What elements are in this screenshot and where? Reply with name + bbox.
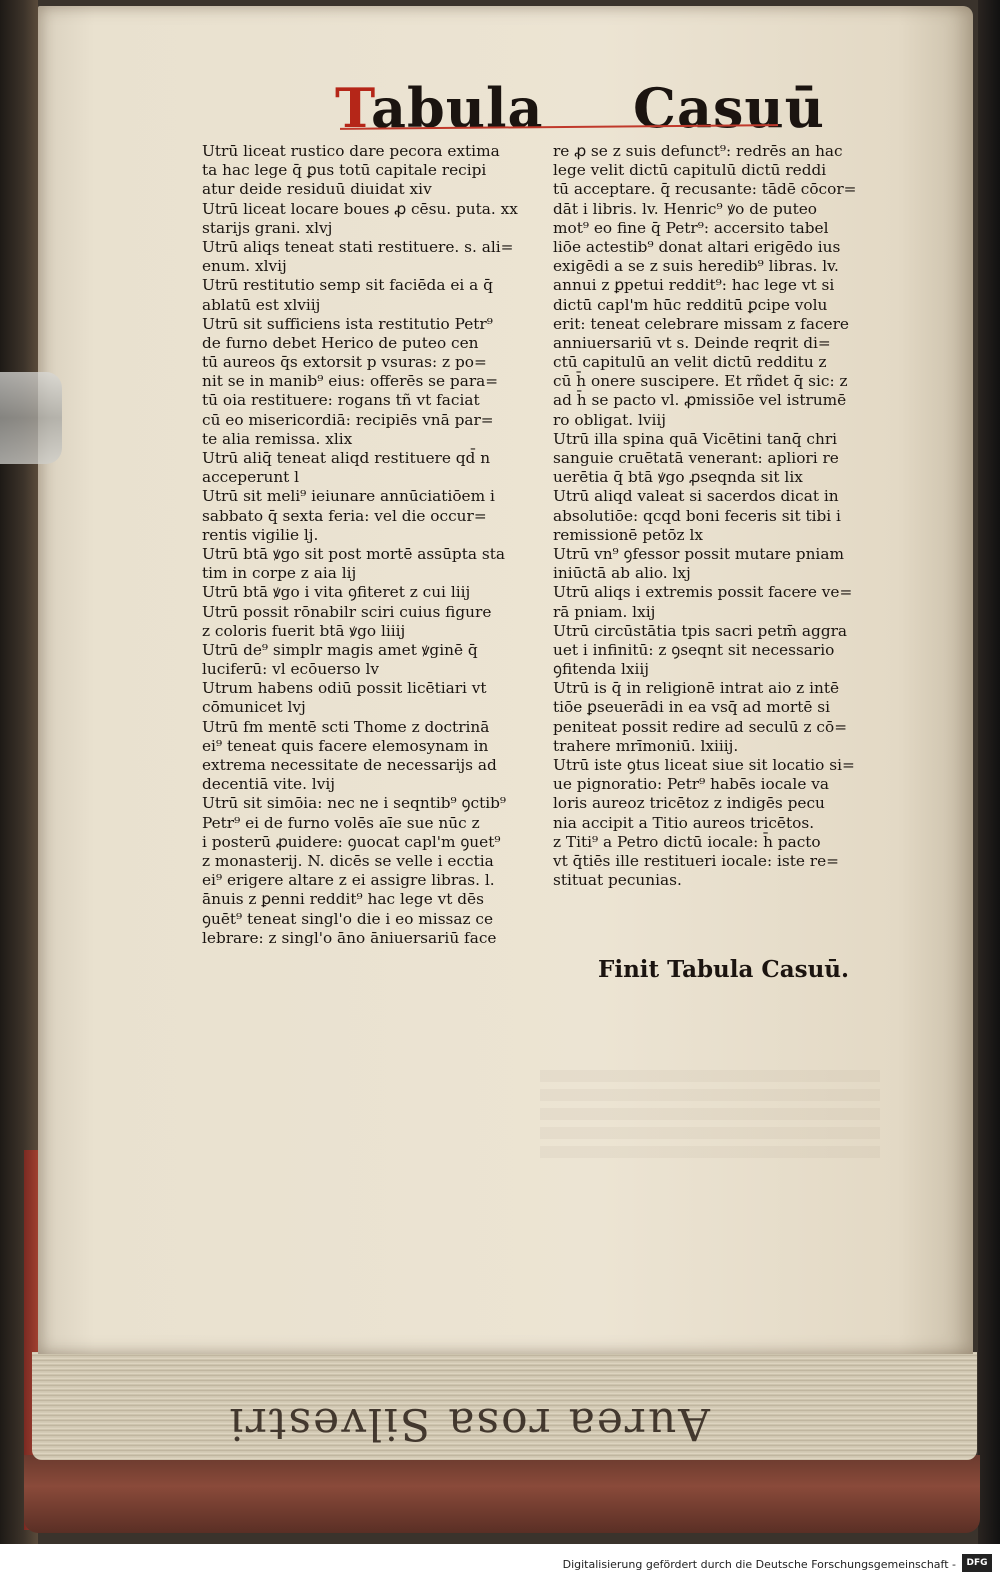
text-line: ad h̄ se pacto vl. ꝓmissiōe vel istrumē bbox=[553, 391, 847, 410]
text-line: cū h̄ onere suscipere. Et rñdet q̄ sic: z bbox=[553, 372, 848, 391]
footer-credit: Digitalisierung gefördert durch die Deutsche Forschungsgemeinschaft - bbox=[562, 1558, 956, 1571]
text-line: Utrum habens odiū possit licētiari vt bbox=[202, 679, 487, 698]
text-line: lebrare: z singl'o āno āniuersariū face bbox=[202, 928, 497, 947]
text-line: Utrū fm mentē scti Thome z doctrinā bbox=[202, 717, 490, 736]
text-line: i posterū ꝓuidere: ꝯuocat capl'm ꝯuet⁹ bbox=[202, 832, 501, 851]
text-line: rā pniam. lxij bbox=[553, 602, 656, 621]
text-line: Utrū sit meli⁹ ieiunare annūciatiōem i bbox=[202, 487, 495, 506]
text-line: Utrū is q̄ in religionē intrat aio z intē bbox=[553, 679, 840, 698]
book-binding-right bbox=[978, 0, 1000, 1560]
text-line: Utrū iste ꝯtus liceat siue sit locatio si= bbox=[553, 756, 855, 774]
text-line: tiōe ꝑseuerādi in ea vsq̄ ad mortē si bbox=[553, 698, 831, 717]
text-line: nia accipit a Titio aureos tricētos. bbox=[553, 813, 815, 832]
text-line: decentiā vite. lvij bbox=[202, 775, 335, 794]
text-line: ei⁹ erigere altare z ei assigre libras. l. bbox=[202, 871, 495, 890]
text-line: Utrū aliqd valeat si sacerdos dicat in bbox=[553, 487, 839, 506]
text-line: remissionē petōz lx bbox=[553, 525, 703, 544]
text-line: nit se in manib⁹ eius: offerēs se para= bbox=[202, 372, 499, 391]
dfg-logo: DFG bbox=[962, 1554, 992, 1572]
text-line: Utrū aliqs i extremis possit facere ve= bbox=[553, 583, 853, 602]
text-line: de furno debet Herico de puteo cen bbox=[202, 333, 479, 352]
text-line: anniuersariū vt s. Deinde reqrit di= bbox=[553, 333, 831, 352]
text-line: tū aureos q̄s extorsit p vsuras: z po= bbox=[202, 353, 487, 372]
text-line: absolutiōe: qcqd boni feceris sit tibi i bbox=[553, 506, 841, 525]
text-line: trahere mrīmoniū. lxiiij. bbox=[553, 736, 739, 755]
text-line: dictū capl'm hūc redditū ꝑcipe volu bbox=[553, 295, 828, 314]
text-line: loris aureoz tricētoz z indigēs pecu bbox=[553, 794, 825, 813]
text-line: uet i infinitū: z ꝯseqnt sit necessario bbox=[553, 640, 835, 659]
text-line: stituat pecunias. bbox=[553, 871, 682, 890]
title-red-initial: T bbox=[335, 76, 372, 140]
finit-colophon: Finit Tabula Casuū. bbox=[598, 956, 850, 983]
right-text-column bbox=[553, 142, 895, 890]
text-line: lege velit dictū capitulū dictū reddi bbox=[553, 161, 827, 180]
footer-bar bbox=[0, 1544, 1000, 1582]
text-line: Utrū possit rōnabilr sciri cuius figure bbox=[202, 602, 492, 621]
text-line: Utrū sit sufficiens ista restitutio Petr⁹ bbox=[202, 314, 493, 333]
text-line: iniūctā ab alio. lxj bbox=[553, 564, 691, 583]
text-line: exigēdi a se z suis heredib⁹ libras. lv. bbox=[553, 257, 839, 276]
text-line: Utrū restitutio semp sit faciēda ei a q̄ bbox=[202, 276, 493, 295]
fore-edge-inscription: Aurea rosa Silvestri bbox=[227, 1398, 710, 1449]
text-line: Utrū sit simōia: nec ne i seqntib⁹ ꝯctib⁹ bbox=[202, 794, 507, 813]
book-cover-bottom bbox=[24, 1455, 980, 1533]
text-line: vt q̄tiēs ille restitueri iocale: iste re= bbox=[553, 851, 839, 870]
text-line: z coloris fuerit btā ꝟgo liiij bbox=[202, 621, 406, 640]
text-line: Utrū btā ꝟgo i vita ꝯfiteret z cui liij bbox=[202, 583, 471, 602]
title-casuum: Casuū bbox=[633, 76, 825, 140]
text-line: ue pignoratio: Petr⁹ habēs iocale va bbox=[553, 775, 830, 794]
text-line: starijs grani. xlvj bbox=[202, 218, 333, 237]
show-through-text bbox=[540, 1070, 880, 1160]
text-line: peniteat possit redire ad seculū z cō= bbox=[553, 717, 848, 736]
text-line: ei⁹ teneat quis facere elemosynam in bbox=[202, 736, 489, 755]
text-line: Utrū liceat rustico dare pecora extima bbox=[202, 142, 500, 160]
title-tabula bbox=[335, 76, 544, 140]
text-line: Utrū vn⁹ ꝯfessor possit mutare pniam bbox=[553, 544, 844, 563]
text-line: sabbato q̄ sexta feria: vel die occur= bbox=[202, 506, 487, 525]
text-line: cū eo misericordiā: recipiēs vnā par= bbox=[202, 410, 494, 429]
text-line: tū acceptare. q̄ recusante: tādē cōcor= bbox=[553, 180, 857, 199]
metal-clasp bbox=[0, 372, 62, 464]
text-line: ānuis z ꝑenni reddit⁹ hac lege vt dēs bbox=[202, 890, 484, 909]
text-line: z Titi⁹ a Petro dictū iocale: h̄ pacto bbox=[553, 832, 821, 851]
text-line: Utrū liceat locare boues ꝓ cēsu. puta. xx bbox=[202, 199, 518, 218]
text-line: liōe actestib⁹ donat altari erigēdo ius bbox=[553, 237, 841, 256]
text-line: atur deide residuū diuidat xiv bbox=[202, 180, 432, 199]
text-line: ablatū est xlviij bbox=[202, 295, 321, 314]
text-line: Petr⁹ ei de furno volēs aīe sue nūc z bbox=[202, 813, 480, 832]
text-line: Utrū circūstātia tpis sacri petm̄ aggra bbox=[553, 621, 848, 640]
title-tabula-rest: abula bbox=[371, 76, 544, 140]
text-line: ta hac lege q̄ ꝑus totū capitale recipi bbox=[202, 161, 487, 180]
text-line: uerētia q̄ btā ꝟgo ꝓseqnda sit lix bbox=[553, 468, 803, 487]
text-line: ꝯuēt⁹ teneat singl'o die i eo missaz ce bbox=[202, 909, 494, 928]
text-line: enum. xlvij bbox=[202, 257, 287, 276]
text-line: erit: teneat celebrare missam z facere bbox=[553, 314, 849, 333]
text-line: z monasterij. N. dicēs se velle i ecctia bbox=[202, 851, 494, 870]
text-line: Utrū btā ꝟgo sit post mortē assūpta sta bbox=[202, 544, 505, 563]
text-line: sanguie cruētatā venerant: apliori re bbox=[553, 449, 839, 467]
text-line: rentis vigilie lj. bbox=[202, 525, 319, 544]
text-line: re ꝓ se z suis defunct⁹: redrēs an hac bbox=[553, 142, 843, 160]
text-line: ro obligat. lviij bbox=[553, 410, 667, 429]
text-line: cōmunicet lvj bbox=[202, 698, 306, 717]
text-line: tū oia restituere: rogans tñ vt faciat bbox=[202, 391, 480, 410]
text-line: mot⁹ eo fine q̄ Petr⁹: accersito tabel bbox=[553, 218, 829, 237]
text-line: acceperunt l bbox=[202, 468, 300, 487]
text-line: Utrū de⁹ simplr magis amet ꝟginē q̄ bbox=[202, 640, 478, 659]
text-line: extrema necessitate de necessarijs ad bbox=[202, 756, 497, 774]
text-line: tim in corpe z aia lij bbox=[202, 564, 357, 583]
left-text-column bbox=[202, 142, 550, 948]
text-line: te alia remissa. xlix bbox=[202, 429, 353, 448]
text-line: ctū capitulū an velit dictū redditu z bbox=[553, 353, 827, 372]
text-line: Utrū illa spina quā Vicētini tanq̄ chri bbox=[553, 429, 838, 448]
text-line: Utrū aliq̄ teneat aliqd restituere qd̄ n bbox=[202, 449, 491, 467]
text-line: Utrū aliqs teneat stati restituere. s. ali= bbox=[202, 237, 514, 256]
text-line: ꝯfitenda lxiij bbox=[553, 660, 650, 679]
text-line: dāt i libris. lv. Henric⁹ ꝟo de puteo bbox=[553, 199, 818, 218]
text-line: luciferū: vl ecōuerso lv bbox=[202, 660, 379, 679]
text-line: annui z ꝑpetui reddit⁹: hac lege vt si bbox=[553, 276, 835, 295]
